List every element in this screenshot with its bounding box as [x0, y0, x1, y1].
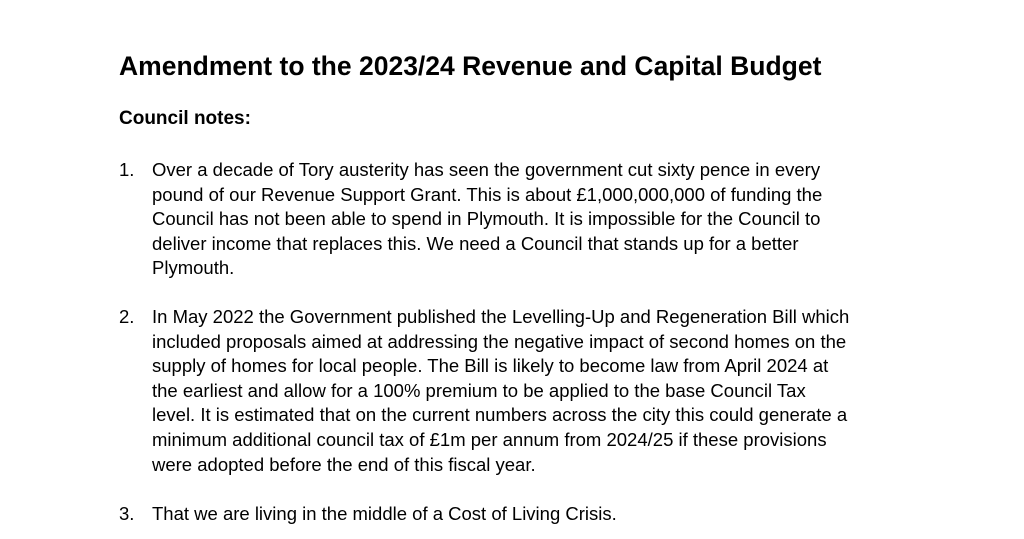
note-line: the earliest and allow for a 100% premium to be applied to the base Council Tax	[152, 379, 806, 401]
note-line: Council has not been able to spend in Plymouth. It is impossible for the Council to	[152, 208, 821, 230]
note-line: Plymouth.	[152, 257, 235, 279]
note-line: That we are living in the middle of a Cost of Living Crisis.	[152, 503, 617, 524]
note-line: deliver income that replaces this. We need a Council that stands up for a better	[152, 232, 799, 254]
note-line: minimum additional council tax of £1m per annum from 2024/25 if these provisions	[152, 428, 827, 450]
note-line: supply of homes for local people. The Bill is likely to become law from April 2024 at	[152, 355, 829, 377]
note-text	[152, 502, 617, 527]
note-line: were adopted before the end of this fiscal year.	[152, 453, 536, 475]
note-text	[152, 305, 849, 477]
section-heading: Council notes:	[119, 108, 251, 129]
document-title: Amendment to the 2023/24 Revenue and Capital Budget	[119, 51, 822, 81]
note-line: pound of our Revenue Support Grant. This is about £1,000,000,000 of funding the	[152, 183, 823, 205]
note-line: level. It is estimated that on the current numbers across the city this could generate a	[152, 404, 848, 426]
note-number: 2.	[119, 306, 135, 327]
note-number: 3.	[119, 503, 135, 524]
note-line: In May 2022 the Government published the Levelling-Up and Regeneration Bill which	[152, 306, 850, 327]
note-number: 1.	[119, 159, 135, 180]
note-text	[152, 158, 822, 281]
note-line: included proposals aimed at addressing the negative impact of second homes on the	[152, 330, 847, 352]
note-line: Over a decade of Tory austerity has seen the government cut sixty pence in every	[152, 159, 821, 180]
